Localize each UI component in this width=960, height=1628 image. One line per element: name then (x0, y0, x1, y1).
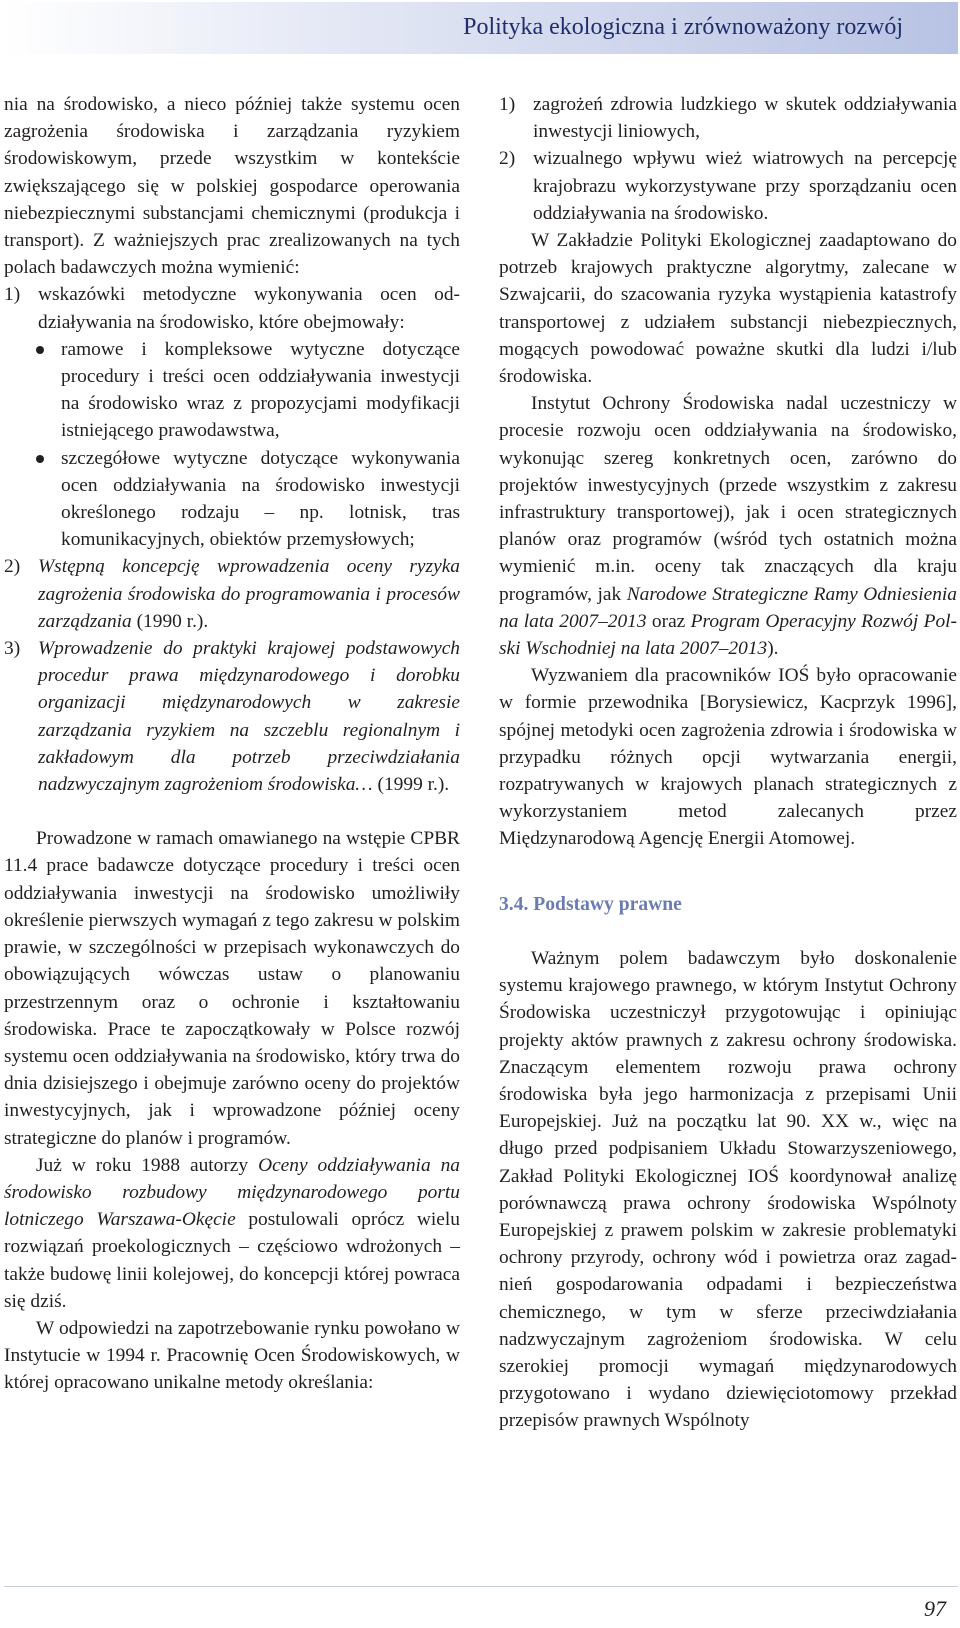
list-number: 1) (499, 94, 516, 115)
paragraph: W odpowiedzi na zapotrzebowanie rynku powołano w Instytucie w 1994 r. Pracownię Ocen Środowiskowych, w której opracowano unikalne metody określania: (4, 1317, 460, 1394)
list-item-text: (1999 r.). (372, 774, 450, 796)
list-item-text: wskazówki metodyczne wykonywania ocen oddziaływania na środowisko, które obejmowały: (38, 284, 460, 333)
page-number: 97 (924, 1596, 946, 1621)
paragraph: Ważnym polem badawczym było doskonalenie systemu krajowego prawnego, w którym Instytut Ochrony Środowiska uczestniczył przygotowując i opiniując projekty aktów prawnych z zakresu ochrony środowiska. Znaczącym elementem rozwoju prawa ochrony środowiska była jego harmonizacja z przepisami Unii Europejskiej. Już na początku lat 90. XX w., więc na długo przed podpisaniem Układu Stowarzyszeniowego, Zakład Polityki Ekologicznej IOŚ koordynował analizę porównawczą prawa ochrony środowiska Wspólnoty Europejskiej z prawem polskim w zakresie problematyki ochrony przyrody, ochrony wód i powietrza oraz zagadnień gospodarowania odpadami i bezpieczeństwa chemicznego, w tym w sferze przeciwdziałania nadzwyczajnym zagrożeniom środowiska. W celu szerokiej promocji wymagań międzynarodowych przygotowano i wydano dziewięciotomowy przekład przepisów prawnych Wspólnoty (499, 947, 957, 1432)
list-item-text: (1990 r.). (131, 610, 209, 632)
paragraph-text: Już w roku 1988 autorzy (36, 1154, 259, 1176)
list-number: 2) (4, 556, 21, 578)
bullet-item: szczegółowe wytyczne dotyczące wykonywania ocen oddziaływania na środowisko inwestycji określonego rodzaju – np. lotnisk, tras komunikacyjnych, obiektów przemysłowych; (4, 445, 460, 554)
list-item (499, 91, 957, 145)
list-item (4, 553, 460, 635)
list-number: 2) (499, 148, 516, 170)
paragraph-text: oraz (646, 610, 691, 632)
right-column (499, 91, 957, 1435)
paragraph: Wyzwaniem dla pracowników IOŚ było opracowanie w formie przewodnika [Borysiewicz, Kacprzyk 1996], spójnej metodyki ocen zagrożenia zdrowia i środowiska w przypadku różnych opcji wytwarzania energii, rozpatrywanych w krajowych planach strategicznych z wykorzystaniem metod zalecanych przez Międzynarodową Agencję Energii Atomowej. (499, 665, 957, 850)
spacer (4, 798, 460, 825)
publication-title: Program Operacyjny Rozwój Polski Wschodniej na lata 2007–2013 (499, 610, 958, 660)
publication-title: Oceny oddziaływania na środowisko rozbudowy międzynarodowego portu lotniczego Warszawa-Okęcie (4, 1154, 460, 1231)
paragraph (499, 390, 957, 662)
left-column (4, 91, 460, 1397)
paragraph-text: ). (767, 638, 779, 660)
paragraph-text: postulowali oprócz wielu rozwiązań proekologicznych – częściowo wdrożonych – także budowę linii kolejowej, do koncepcji której powraca się dziś. (4, 1209, 460, 1312)
paragraph: Prowadzone w ramach omawianego na wstępie CPBR 11.4 prace badawcze dotyczące procedury i treści ocen oddziaływania inwestycji na środowisko umożliwiły określenie pierwszych wymagań z tego zakresu w polskim prawie, w szczególności w przepisach wykonawczych do obowiązujących wówczas ustaw o planowaniu przestrzennym oraz o ochronie i kształtowaniu środowiska. Prace te zapoczątkowały w Polsce rozwój systemu ocen oddziaływania na środowisko, który trwa do dnia dzisiejszego i obejmuje zarówno oceny do projektów inwestycyjnych, jak i wprowadzone później oceny strategiczne do planów i programów. (4, 828, 460, 1149)
running-header (4, 2, 958, 54)
list-item (4, 635, 460, 798)
paragraph: W Zakładzie Polityki Ekologicznej zaadaptowano do potrzeb krajowych praktyczne algorytmy, zalecane w Szwajcarii, do szacowania ryzyka wystąpienia katastrofy transportowej z udziałem substancji niebezpiecznych, mogących powodować poważne skutki dla ludzi i/lub środowiska. (499, 230, 957, 388)
list-item (4, 281, 460, 335)
paragraph (4, 1152, 460, 1315)
list-item-text: wizualnego wpływu wież wiatrowych na percepcję krajobrazu wykorzystywane przy sporządzaniu ocen oddziaływania na środowisko. (533, 148, 957, 224)
publication-title: Narodowe Strategiczne Ramy Odniesienia na lata 2007–2013 (499, 583, 957, 632)
footer-rule (4, 1586, 958, 1587)
list-item (499, 145, 957, 227)
publication-title: Wstępną koncepcję wprowadzenia oceny ryzyka zagrożenia środowiska do programowania i procesów zarządzania (38, 556, 460, 632)
publication-title: Wprowadzenie do praktyki krajowej podstawowych procedur prawa międzynarodowego i dorobku organizacji międzynarodowych w zakresie zarządzania ryzykiem na szczeblu regionalnym i zakładowym dla potrzeb przeciwdziałania nadzwyczajnym zagrożeniom środowiska… (38, 638, 460, 796)
list-number: 3) (4, 638, 21, 660)
list-item-text: zagrożeń zdrowia ludzkiego w skutek oddziaływania inwestycji liniowych, (533, 94, 957, 143)
list-number: 1) (4, 284, 21, 306)
spacer (499, 853, 957, 891)
section-heading: 3.4. Podstawy prawne (499, 893, 682, 915)
bullet-item: ramowe i kompleksowe wytyczne dotyczące procedury i treści ocen oddziaływania inwestycji na środowisko wraz z propozycjami modyfikacji istniejącego prawodawstwa, (4, 336, 460, 445)
paragraph-text: Instytut Ochrony Środowiska nadal uczestniczy w procesie rozwoju ocen oddziaływania na środowisko, wykonując szereg konkretnych ocen, zarówno do projektów inwestycyjnych (przede wszystkim z zakresu infrastruktury transportowej), jak i ocen strategicznych planów oraz programów (wśród tych ostatnich można wymienić m.in. oceny tak znaczących dla kraju programów, jak (499, 393, 957, 605)
spacer (499, 918, 957, 945)
running-header-title: Polityka ekologiczna i zrównoważony rozwój (463, 14, 903, 40)
paragraph: nia na środowisko, a nieco później także systemu ocen zagrożenia środowiska i zarządzania ryzykiem środowiskowym, przede wszystkim w kontekście zwiększającego się w polskiej gospodarce operowania niebezpiecznymi substancjami chemicznymi (produkcja i transport). Z ważniejszych prac zrealizowanych na tych polach badawczych można wymienić: (4, 94, 460, 279)
